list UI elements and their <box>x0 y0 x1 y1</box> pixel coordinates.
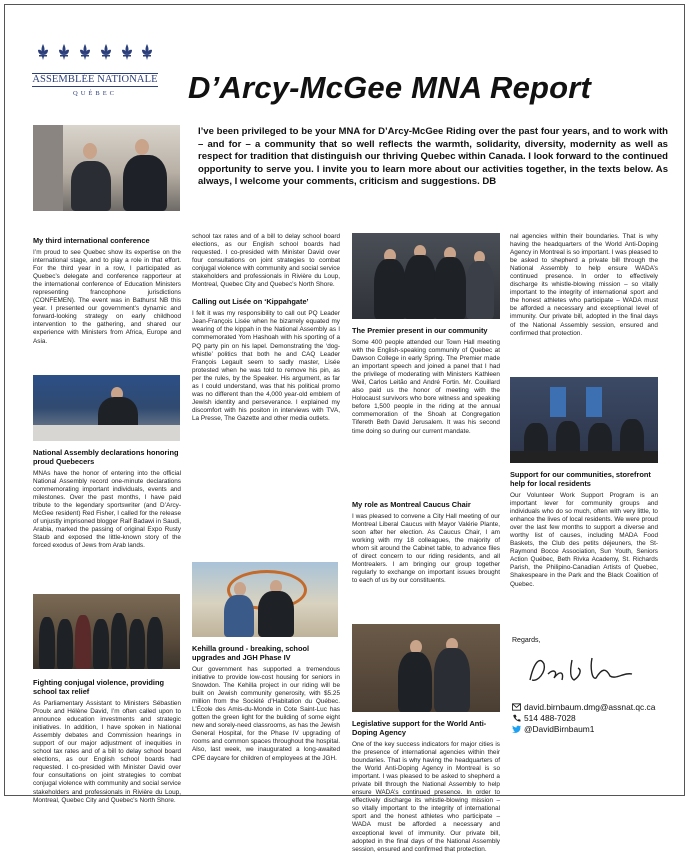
text-antidoping: One of the key success indicators for major cities is the presence of international agencies within their boundaries. That is why having the headquarters of the World Anti-Doping Agency in Montreal is so important. I was pleased to be asked to shepherd a private bill through the National Assembly to help ensure WADA’s continued presence. In order to effectively discharge its whistle-blowing mission – so vitally important to the integrity of international sport and the honest athletes who participate – WADA must be afforded a necessary and exceptional level of immunity. Our private bill, adopted in the final days of the National Assembly session, ensured and confirmed that protection. <box>352 741 500 853</box>
text-conjugal-continued: school tax rates and of a bill to delay school board elections, as our English school boards had requested. I co-presided with Minister David over four consultations on joint strategies to combat conjugal violence with community and social service stakeholders and professionals in Rivière du Loup, Montreal, Quebec City and Quebec’s North Shore. <box>192 233 340 289</box>
text-kehilla: Our government has supported a tremendous initiative to provide low-cost housing for seniors in Snowdon. The Kehilla project in our riding will be built on Jewish community generosity, with $5.25 million from the Société d’Habitation du Québec. L’École des Amis-du-Monde in Cote Saint-Luc has gotten the green light for the building of some eight new and sorely-need classrooms, as has the Jewish General Hospital, for the Phase IV upgrading of rooms and common spaces throughout the hospital. Also, last week, we inaugurated a long-awaited CPE daycare for children of employees at the JGH. <box>192 666 340 762</box>
twitter-bird-icon <box>512 725 521 733</box>
heading-premier: The Premier present in our community <box>352 326 488 335</box>
heading-antidoping: Legislative support for the World Anti-Doping Agency <box>352 719 487 737</box>
contact-phone-row[interactable] <box>512 713 576 724</box>
text-lisee: I felt it was my responsibility to call out PQ Leader Jean-François Lisée when he bizarrely equated my wearing of the kippah in the National Assembly as I commemorated Yom Hashoah with his sporting of a PQ party pin on his lapel. Demonstrating the ‘dog-whistle’ politics that both he and CAQ Leader François Legault seem to sadly master, Lisée protested when he was told to remove his pin, as per the rules, by the Speaker. His argument, as far as I could understand, was that his political promo was no different than the 4,000 year-old emblem of Jewish identity and perseverance. I explained my discomfort with his positon in interviews with TVA, La Presse, The Gazette and other media outlets. <box>192 310 340 422</box>
heading-conjugal: Fighting conjugal violence, providing school tax relief <box>33 678 164 696</box>
text-conjugal: As Parliamentary Assistant to Ministers Sébastien Proulx and Hélène David, I’m often called upon to announce education investments and strategic initiatives. In addition, I have spoken in National Assembly debates and Commission hearings in support of our major adjustment of inequities in school tax rates and of a bill to delay school board elections, as our English school boards had requested. I co-presided with Minister David over four consultations on joint strategies to combat conjugal violence with community and social service stakeholders and professionals in Rivière du Loup, Montreal, Quebec City and Quebec’s North Shore. <box>33 700 181 804</box>
page-title: D’Arcy-McGee MNA Report <box>188 70 592 105</box>
heading-international: My third international conference <box>33 236 150 245</box>
premier-photo <box>352 233 500 319</box>
signoff: Regards, <box>512 637 541 644</box>
column-4-top <box>510 233 658 373</box>
contact-phone[interactable]: 514 488-7028 <box>524 713 576 723</box>
contact-twitter[interactable]: @DavidBirnbaum1 <box>524 724 595 734</box>
heading-declarations: National Assembly declarations honoring proud Quebecers <box>33 448 179 466</box>
column-3-top <box>352 323 500 493</box>
panel-photo <box>510 377 658 463</box>
text-premier: Some 400 people attended our Town Hall meeting with the English-speaking community of Quebec at Dawson College in early Spring. The Premier made an important speech and joined a panel that I had the privilege of moderating with Ministers Kathleen Weil, Carlos Leitão and André Fortin. Mr. Couillard also paid us the honor of meeting with the Holocaust survivors who bore witness and speaking before 1,500 people in the riding at the annual commemoration of the Shoah at Congregation Tifereth Beth David Jerusalem. It was his second time doing so during our current mandate. <box>352 339 500 435</box>
column-3-bottom <box>352 716 500 853</box>
contact-email[interactable]: david.birnbaum.dmg@assnat.qc.ca <box>524 702 656 712</box>
heading-support: Support for our communities, storefront help for local residents <box>510 470 651 488</box>
logo-province: QUÉBEC <box>73 90 117 97</box>
text-declarations: MNAs have the honor of entering into the official National Assembly record one-minute declarations commemorating important individuals, events and milestones. Over the past months, I have paid tribute to the legendary sportswriter (and D’Arcy-McGee resident) Red Fisher, I called for the release of unjustly imprisoned blogger Raif Badawi in Saudi, Arabia, marked the passing of original Expo Rusty Staub and exposed the little-known story of the forced exodus of Jews from Arab lands. <box>33 470 181 550</box>
heading-caucus: My role as Montreal Caucus Chair <box>352 500 471 509</box>
fleur-de-lis-row-icon <box>32 42 158 72</box>
column-1-mid <box>33 445 181 590</box>
column-2-top <box>192 233 340 558</box>
column-3-mid <box>352 497 500 621</box>
logo-name: ASSEMBLÉE NATIONALE <box>32 74 158 85</box>
assemblee-nationale-logo <box>32 42 158 104</box>
column-4-mid <box>510 467 658 633</box>
heading-lisee: Calling out Lisée on ‘Kippahgate’ <box>192 297 309 307</box>
column-2-bottom <box>192 641 340 793</box>
column-1-top <box>33 233 181 373</box>
text-antidoping-continued: nal agencies within their boundaries. That is why having the headquarters of the World Anti-Doping Agency in Montreal is so important. I was pleased to be asked to shepherd a private bill through the National Assembly to help ensure WADA’s continued presence. In order to effectively discharge its whistle-blowing mission – so vitally important to the integrity of international sport and the honest athletes who participate – WADA must be afforded a necessary and exceptional level of immunity. Our private bill, adopted in the final days of the National Assembly session, ensured and confirmed that protection. <box>510 233 658 337</box>
kehilla-photo <box>192 562 338 637</box>
heading-kehilla: Kehilla ground - breaking, school upgrades and JGH Phase IV <box>192 644 310 662</box>
group-photo-parliament <box>33 594 180 669</box>
airplane-photo <box>33 125 180 211</box>
column-1-bottom <box>33 675 181 804</box>
signature-image <box>520 650 640 690</box>
text-international: I’m proud to see Quebec show its expertise on the international stage, and to play a role in that effort. For the third year in a row, I participated as Quebec’s delegate and conference rapporteur at the international conference of Education Ministers representing francophone jurisdictions (CONFEMEN). The event was in Bathurst NB this year. I presented our government’s dynamic and forward-looking strategy on early childhood intervention to the gathering, and shared our experience with Ministers from Africa, Europe and Asia. <box>33 249 181 345</box>
phone-icon <box>512 714 521 722</box>
wada-photo <box>352 624 500 712</box>
contact-email-row[interactable] <box>512 702 655 713</box>
conference-photo <box>33 375 180 441</box>
text-caucus: I was pleased to convene a City Hall meeting of our Montreal Liberal Caucus with Mayor Valérie Plante, soon after her election. As Caucus Chair, I am working with my 18 colleagues, the majority of whom sit around the Cabinet table, to advance files of direct concern to our riding residents, and all Montrealers. I am bringing our group together regularly to exchange on important issues brought to each of us by our constituents. <box>352 513 500 585</box>
envelope-icon <box>512 703 521 711</box>
text-support: Our Volunteer Work Support Program is an important lever for community groups and individuals who do so much, often with very little, to enhance the lives of local residents. We were proud over the last few months to support a diverse and worthy list of causes, including MADA Food Baskets, the Club des petits déjeuners, the St-Raymond Bocce Association, Sun Youth, Seniors Action Québec, Beth Rivka Academy, St. Richards Parish, the Philipino-Canadian Artists of Quebec, Shakespeare in the Park and the Black Coalition of Quebec. <box>510 492 658 588</box>
contact-twitter-row[interactable] <box>512 724 594 735</box>
intro-text: I’ve been privileged to be your MNA for D’Arcy-McGee Riding over the past four years, and to work with – and for – a community that so well reflects the warmth, solidarity, diversity, modernity as well as respect for tradition that distinguish our thriving Quebec within Canada. I look forward to the continued opportunity to serve you. I invite you to learn more about our activities together, in the texts below. As always, I welcome your comments, criticism and suggestions. DB <box>198 126 668 188</box>
